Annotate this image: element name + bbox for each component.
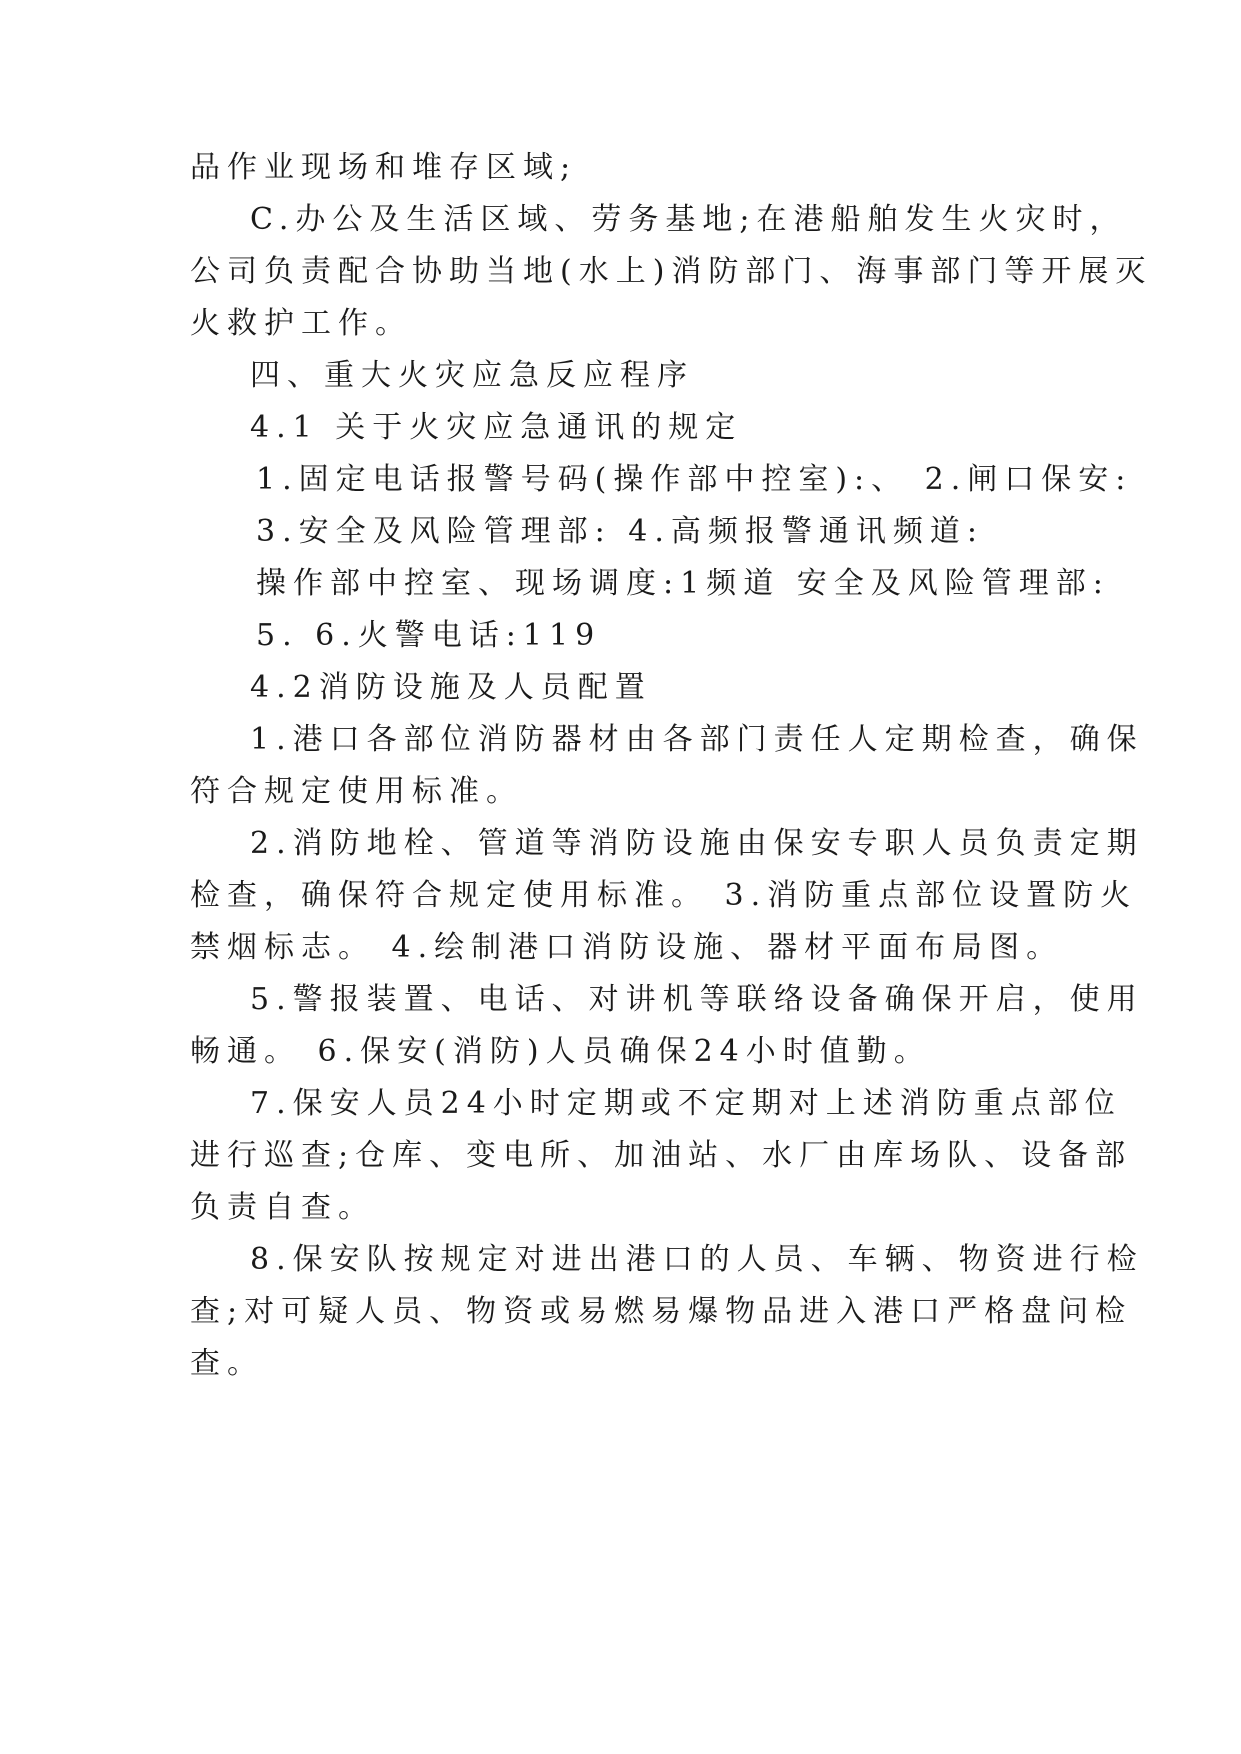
text-line: 禁烟标志。 4.绘制港口消防设施、器材平面布局图。: [190, 930, 1064, 965]
text-line: 检查，确保符合规定使用标准。 3.消防重点部位设置防火: [190, 878, 1138, 913]
section-heading: 四、重大火灾应急反应程序: [250, 358, 694, 393]
text-line: 进行巡查;仓库、变电所、加油站、水厂由库场队、设备部: [190, 1138, 1133, 1173]
subsection-heading: 4.2消防设施及人员配置: [250, 670, 652, 705]
text-line: 8.保安队按规定对进出港口的人员、车辆、物资进行检: [250, 1242, 1144, 1277]
text-line: 符合规定使用标准。: [190, 774, 523, 809]
text-line: 畅通。 6.保安(消防)人员确保24小时值勤。: [190, 1034, 931, 1069]
text-line: 操作部中控室、现场调度:1频道 安全及风险管理部:: [256, 566, 1110, 601]
text-line: 7.保安人员24小时定期或不定期对上述消防重点部位: [250, 1086, 1122, 1121]
text-line: 2.消防地栓、管道等消防设施由保安专职人员负责定期: [250, 826, 1144, 861]
text-line: 公司负责配合协助当地(水上)消防部门、海事部门等开展灭: [190, 254, 1153, 289]
text-line: C.办公及生活区域、劳务基地;在港船舶发生火灾时，: [250, 202, 1127, 237]
subsection-heading: 4.1 关于火灾应急通讯的规定: [250, 410, 743, 445]
text-line: 火救护工作。: [190, 306, 412, 341]
text-line: 查。: [190, 1346, 264, 1381]
text-line: 1.固定电话报警号码(操作部中控室):、 2.闸口保安:: [256, 462, 1133, 497]
text-line: 负责自查。: [190, 1190, 375, 1225]
text-line: 查;对可疑人员、物资或易燃易爆物品进入港口严格盘问检: [190, 1294, 1133, 1329]
text-line: 5. 6.火警电话:119: [256, 618, 602, 653]
text-line: 5.警报装置、电话、对讲机等联络设备确保开启，使用: [250, 982, 1144, 1017]
text-line: 品作业现场和堆存区域;: [190, 150, 578, 185]
text-line: 3.安全及风险管理部: 4.高频报警通讯频道:: [256, 514, 984, 549]
text-line: 1.港口各部位消防器材由各部门责任人定期检查，确保: [250, 722, 1144, 757]
